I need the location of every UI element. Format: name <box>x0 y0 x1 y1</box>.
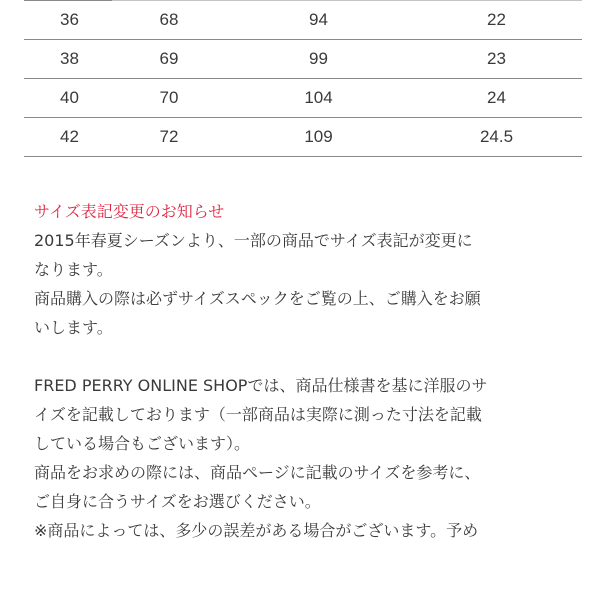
size-table <box>24 0 582 157</box>
table-cell: 22 <box>411 1 582 40</box>
notice-text: 商品をお求めの際には、商品ページに記載のサイズを参考に、 <box>34 463 481 482</box>
notice-text: している場合もございます）。 <box>34 434 251 453</box>
size-table-body <box>24 1 582 157</box>
table-cell: 68 <box>112 1 226 40</box>
table-cell: 70 <box>112 79 226 118</box>
table-cell: 23 <box>411 40 582 79</box>
table-row <box>24 1 582 40</box>
notice-heading: サイズ表記変更のお知らせ <box>34 202 225 221</box>
table-cell: 94 <box>226 1 411 40</box>
notice-text: FRED PERRY ONLINE SHOPでは、商品仕様書を基に洋服のサ <box>34 376 488 395</box>
notice-text: なります。 <box>34 260 113 279</box>
table-row <box>24 79 582 118</box>
paragraph-spacer <box>34 342 584 371</box>
notice-text: 2015年春夏シーズンより、一部の商品でサイズ表記が変更に <box>34 231 473 250</box>
table-cell: 109 <box>226 118 411 157</box>
table-cell: 24.5 <box>411 118 582 157</box>
notice-text: イズを記載しております（一部商品は実際に測った寸法を記載 <box>34 405 482 424</box>
table-cell: 38 <box>24 40 112 79</box>
notice-text: いします。 <box>34 318 113 337</box>
notice-text: 商品購入の際は必ずサイズスペックをご覧の上、ご購入をお願 <box>34 289 481 308</box>
table-row <box>24 118 582 157</box>
table-cell: 42 <box>24 118 112 157</box>
table-cell: 36 <box>24 1 112 40</box>
table-cell: 104 <box>226 79 411 118</box>
size-notice <box>34 197 584 545</box>
notice-text: ※商品によっては、多少の誤差がある場合がございます。予め <box>34 521 479 540</box>
table-row <box>24 40 582 79</box>
table-cell: 99 <box>226 40 411 79</box>
table-cell: 72 <box>112 118 226 157</box>
table-cell: 40 <box>24 79 112 118</box>
table-cell: 24 <box>411 79 582 118</box>
notice-text: ご自身に合うサイズをお選びください。 <box>34 492 321 511</box>
table-cell: 69 <box>112 40 226 79</box>
